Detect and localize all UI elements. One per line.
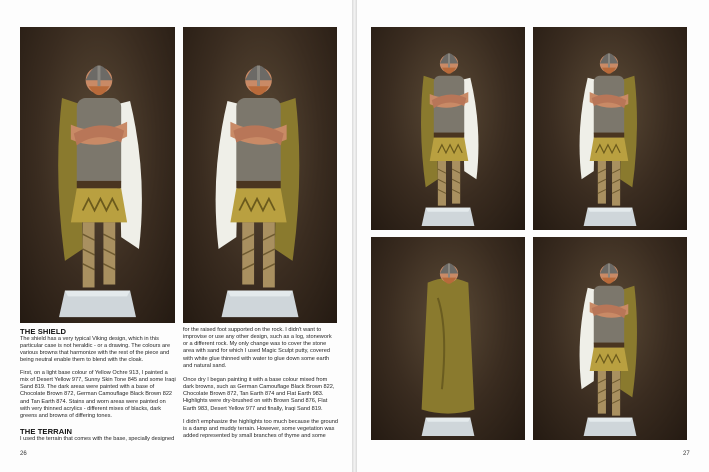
column2-paragraph-3: I didn't emphasize the highlights too much because the ground is a damp and muddy terrain. However, some vegetation was added represented by small branches of thyme and some <box>183 419 338 440</box>
column2-paragraph-2: Once dry I began painting it with a base colour mixed from dark browns, such as German Camouflage Black Brown 822, Chocolate Brown 872, Tan Earth 874 and Flat Earth 983. Highlights were dry-brushed on with Brown Sand 876, Flat Earth 983, Desert Yellow 977 and finally, Iraqi Sand 819. <box>183 377 335 412</box>
terrain-paragraph-1: I used the terrain that comes with the base, specially designed <box>20 436 175 442</box>
photo-viking-front-right <box>183 27 337 323</box>
shield-paragraph-2: First, on a light base colour of Yellow Ochre 913, I painted a mix of Desert Yellow 977, Sunny Skin Tone 845 and some Iraqi Sand 819. The dark areas were painted with a base of Chocolate Brown 872, German Camouflage Black Brown 822 and Tan Earth 874. Stains and worn areas were painted on with very thinned acrylics - different mixes of blacks, dark greens and browns of differing tones. <box>20 370 176 419</box>
viking-figure-illustration <box>183 27 337 323</box>
viking-figure-illustration <box>371 27 525 230</box>
column2-paragraph-1: for the raised foot supported on the rock. I didn't want to improvise or use any other design, such as a log, stonework or a different rock. My only change was to cover the stone area with sand for which I used Magic Sculpt putty, covered with white glue thinned with water to glue down some earth and natural sand. <box>183 327 332 369</box>
shield-heading: THE SHIELD <box>20 327 67 336</box>
shield-paragraph-1: The shield has a very typical Viking design, which in this particular case is not heraldic - or a drawing. The colours are various browns that harmonize with the rest of the piece and being neutral enable them to blend with the cloak. <box>20 336 171 364</box>
photo-viking-side <box>533 27 687 230</box>
page-number-left: 26 <box>20 451 27 457</box>
photo-viking-front-left <box>20 27 175 323</box>
viking-figure-illustration <box>371 237 525 440</box>
page-number-right: 27 <box>683 451 690 457</box>
terrain-heading: THE TERRAIN <box>20 427 73 436</box>
right-page <box>357 0 709 472</box>
viking-figure-illustration <box>533 27 687 230</box>
left-page <box>0 0 352 472</box>
viking-figure-illustration <box>20 27 175 323</box>
photo-viking-front <box>371 27 525 230</box>
viking-figure-illustration <box>533 237 687 440</box>
photo-viking-back <box>371 237 525 440</box>
photo-viking-three-quarter <box>533 237 687 440</box>
